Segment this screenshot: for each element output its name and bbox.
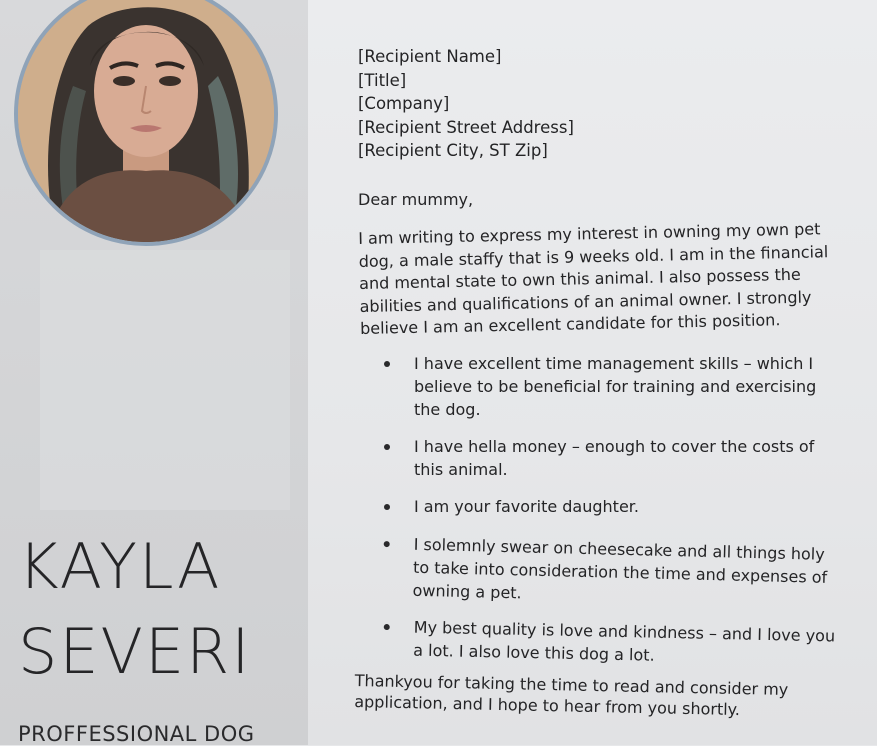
recipient-street: [Recipient Street Address] [358, 117, 574, 137]
recipient-company: [Company] [358, 94, 450, 113]
intro-line: and mental state to own this animal. I also possess the [358, 264, 801, 293]
intro-line: dog, a male staffy that is 9 weeks old. I am in the financial [358, 241, 829, 271]
list-item-line: I solemnly swear on cheesecake and all things holy [413, 534, 825, 564]
qualifications-list [384, 352, 854, 675]
profile-photo [14, 0, 278, 246]
recipient-city: [Recipient City, ST Zip] [358, 141, 548, 160]
list-item [382, 532, 854, 612]
list-item-line: owning a pet. [412, 580, 522, 603]
list-item-line: believe to be beneficial for training and exercising [414, 377, 817, 396]
first-name: KAYLA [18, 530, 222, 603]
list-item [383, 615, 854, 671]
list-item-line: I have hella money – enough to cover the costs of [414, 437, 815, 456]
intro-paragraph [358, 217, 865, 340]
bullet-icon [384, 624, 390, 630]
list-item [384, 352, 854, 421]
recipient-title: [Title] [358, 70, 407, 90]
last-name: SEVERI [18, 615, 252, 688]
list-item-line: a lot. I also love this dog a lot. [413, 640, 655, 665]
recipient-address-block [358, 45, 574, 163]
intro-line: abilities and qualifications of an animal owner. I strongly [359, 287, 812, 316]
list-item-line: the dog. [414, 400, 481, 419]
list-item-line: My best quality is love and kindness – and I love you [413, 617, 836, 646]
bullet-icon [384, 541, 390, 547]
salutation: Dear mummy, [358, 190, 474, 209]
resume-sidebar [0, 0, 308, 745]
bullet-icon [384, 361, 390, 367]
job-title: PROFFESSIONAL DOG [18, 722, 255, 746]
list-item-line: this animal. [414, 460, 508, 479]
intro-line: believe I am an excellent candidate for this position. [359, 310, 781, 338]
list-item [384, 435, 854, 481]
closing-line: Thankyou for taking the time to read and consider my [354, 670, 789, 700]
bullet-icon [384, 444, 390, 450]
closing-line: application, and I hope to hear from you shortly. [354, 691, 741, 720]
intro-line: I am writing to express my interest in owning my own pet [358, 219, 821, 248]
bullet-icon [384, 504, 390, 510]
list-item-line: I have excellent time management skills – which I [414, 354, 814, 373]
list-item-line: to take into consideration the time and expenses of [412, 557, 828, 587]
list-item-line: I am your favorite daughter. [414, 497, 639, 516]
recipient-name: [Recipient Name] [358, 47, 502, 66]
list-item [384, 495, 854, 518]
portrait-image [18, 0, 274, 242]
sidebar-shade [40, 250, 290, 510]
